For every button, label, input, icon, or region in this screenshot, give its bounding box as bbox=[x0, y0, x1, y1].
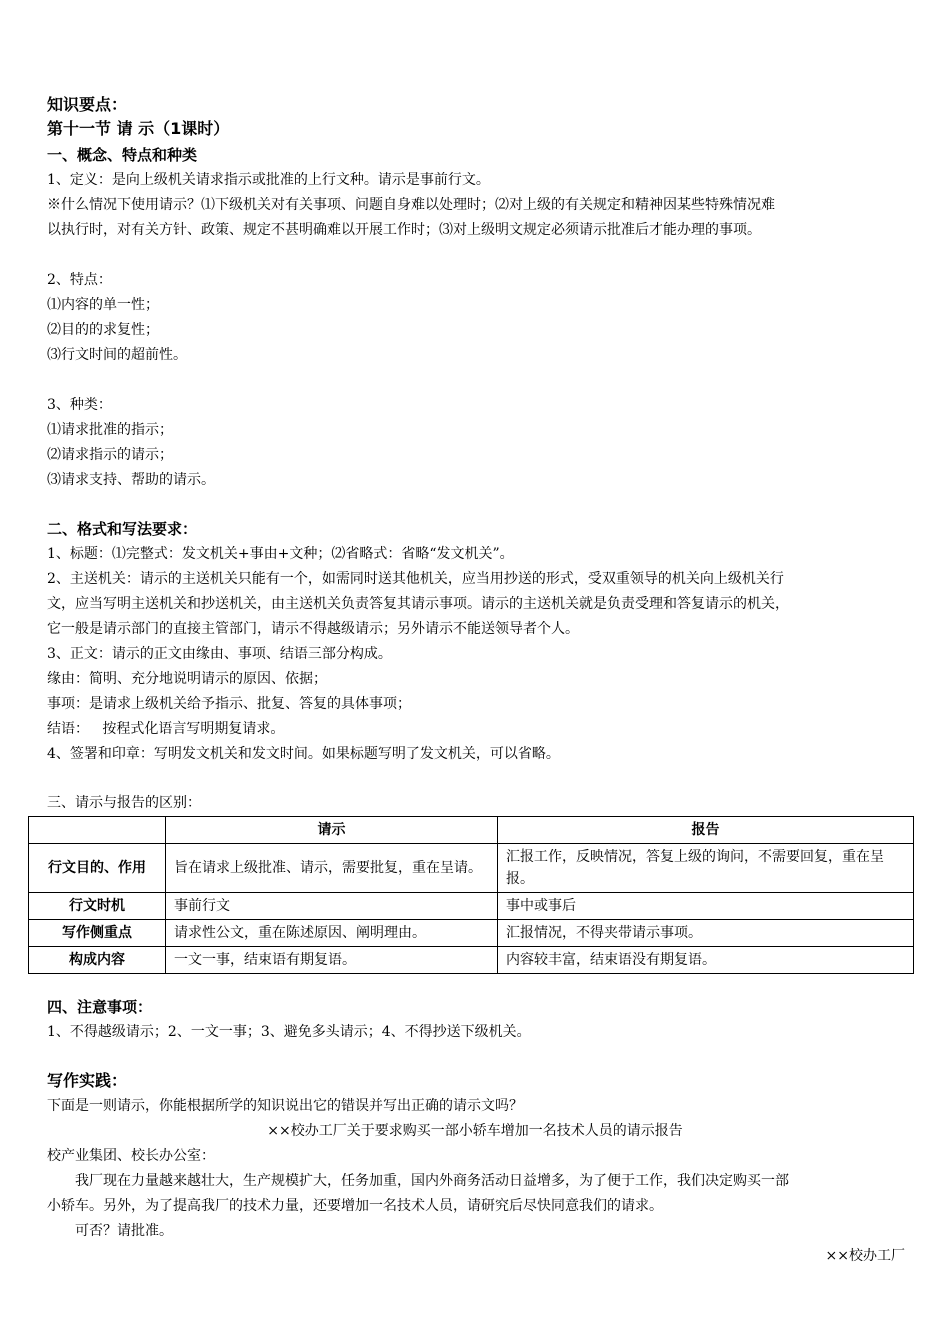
sample-para-line-2: 小轿车。另外，为了提高我厂的技术力量，还要增加一名技术人员，请研究后尽快同意我们的请求。 bbox=[47, 1198, 663, 1214]
sample-para-2: 可否？请批准。 bbox=[75, 1223, 173, 1239]
sample-doc-title: ××校办工厂关于要求购买一部小轿车增加一名技术人员的请示报告 bbox=[267, 1123, 683, 1139]
table-cell: 请求性公文，重在陈述原因、阐明理由。 bbox=[166, 920, 498, 947]
table-row bbox=[29, 947, 914, 974]
kind-item: ⑶请求支持、帮助的请示。 bbox=[47, 472, 215, 488]
row-header: 行文时机 bbox=[29, 893, 166, 920]
kinds-title: 3、种类： bbox=[47, 397, 112, 413]
practice-heading: 写作实践： bbox=[47, 1071, 128, 1090]
features-title: 2、特点： bbox=[47, 272, 112, 288]
table-header-cell bbox=[29, 817, 166, 844]
s2-heading: 二、格式和写法要求： bbox=[47, 520, 198, 538]
s3-heading: 三、请示与报告的区别： bbox=[47, 795, 201, 811]
send-line-3: 它一般是请示部门的直接主管部门，请示不得越级请示；另外请示不能送领导者个人。 bbox=[47, 621, 579, 637]
table-row bbox=[29, 920, 914, 947]
table-cell: 内容较丰富，结束语没有期复语。 bbox=[498, 947, 914, 974]
table-row bbox=[29, 844, 914, 893]
send-line-2: 文，应当写明主送机关和抄送机关，由主送机关负责答复其请示事项。请示的主送机关就是负责受理和答复请示的机关， bbox=[47, 596, 789, 612]
kind-item: ⑴请求批准的指示； bbox=[47, 422, 173, 438]
table-cell: 汇报工作，反映情况，答复上级的询问，不需要回复，重在呈报。 bbox=[498, 844, 914, 893]
title-rule: 1、标题：⑴完整式：发文机关+事由+文种；⑵省略式：省略“发文机关”。 bbox=[47, 546, 514, 562]
row-header: 写作侧重点 bbox=[29, 920, 166, 947]
table-cell: 汇报情况，不得夹带请示事项。 bbox=[498, 920, 914, 947]
section-title: 第十一节 请 示（1课时） bbox=[47, 119, 230, 138]
s1-heading: 一、概念、特点和种类 bbox=[47, 146, 198, 164]
ending-rule: 结语： 按程式化语言写明期复请求。 bbox=[47, 721, 285, 737]
table-cell: 旨在请求上级批准、请示，需要批复，重在呈请。 bbox=[166, 844, 498, 893]
feature-item: ⑶行文时间的超前性。 bbox=[47, 347, 187, 363]
table-row bbox=[29, 893, 914, 920]
send-line-1: 2、主送机关：请示的主送机关只能有一个，如需同时送其他机关，应当用抄送的形式，受双重领导的机关向上级机关行 bbox=[47, 571, 784, 587]
when-line-2: 以执行时，对有关方针、政策、规定不甚明确难以开展工作时；⑶对上级明文规定必须请示批准后才能办理的事项。 bbox=[47, 222, 761, 238]
practice-intro: 下面是一则请示，你能根据所学的知识说出它的错误并写出正确的请示文吗？ bbox=[47, 1098, 523, 1114]
comparison-table bbox=[28, 816, 914, 974]
feature-item: ⑵目的的求复性； bbox=[47, 322, 159, 338]
sample-signature: ××校办工厂 bbox=[825, 1248, 905, 1264]
points-heading: 知识要点： bbox=[47, 95, 128, 114]
table-header-cell: 报告 bbox=[498, 817, 914, 844]
matter-rule: 事项：是请求上级机关给予指示、批复、答复的具体事项； bbox=[47, 696, 411, 712]
kind-item: ⑵请求指示的请示； bbox=[47, 447, 173, 463]
when-line-1: ※什么情况下使用请示？⑴下级机关对有关事项、问题自身难以处理时；⑵对上级的有关规定和精神因某些特殊情况难 bbox=[47, 197, 775, 213]
row-header: 行文目的、作用 bbox=[29, 844, 166, 893]
sign-rule: 4、签署和印章：写明发文机关和发文时间。如果标题写明了发文机关，可以省略。 bbox=[47, 746, 560, 762]
s4-heading: 四、注意事项： bbox=[47, 998, 153, 1016]
table-cell: 事前行文 bbox=[166, 893, 498, 920]
row-header: 构成内容 bbox=[29, 947, 166, 974]
notes-line: 1、不得越级请示；2、一文一事；3、避免多头请示；4、不得抄送下级机关。 bbox=[47, 1024, 531, 1040]
definition: 1、定义：是向上级机关请求指示或批准的上行文种。请示是事前行文。 bbox=[47, 172, 490, 188]
table-cell: 一文一事，结束语有期复语。 bbox=[166, 947, 498, 974]
table-header-cell: 请示 bbox=[166, 817, 498, 844]
feature-item: ⑴内容的单一性； bbox=[47, 297, 159, 313]
sample-para-line-1: 我厂现在力量越来越壮大，生产规模扩大，任务加重，国内外商务活动日益增多，为了便于工作，我们决定购买一部 bbox=[75, 1173, 789, 1189]
table-cell: 事中或事后 bbox=[498, 893, 914, 920]
sample-recipient: 校产业集团、校长办公室： bbox=[47, 1148, 215, 1164]
table-header-row bbox=[29, 817, 914, 844]
reason-rule: 缘由：简明、充分地说明请示的原因、依据； bbox=[47, 671, 327, 687]
body-rule: 3、正文：请示的正文由缘由、事项、结语三部分构成。 bbox=[47, 646, 392, 662]
